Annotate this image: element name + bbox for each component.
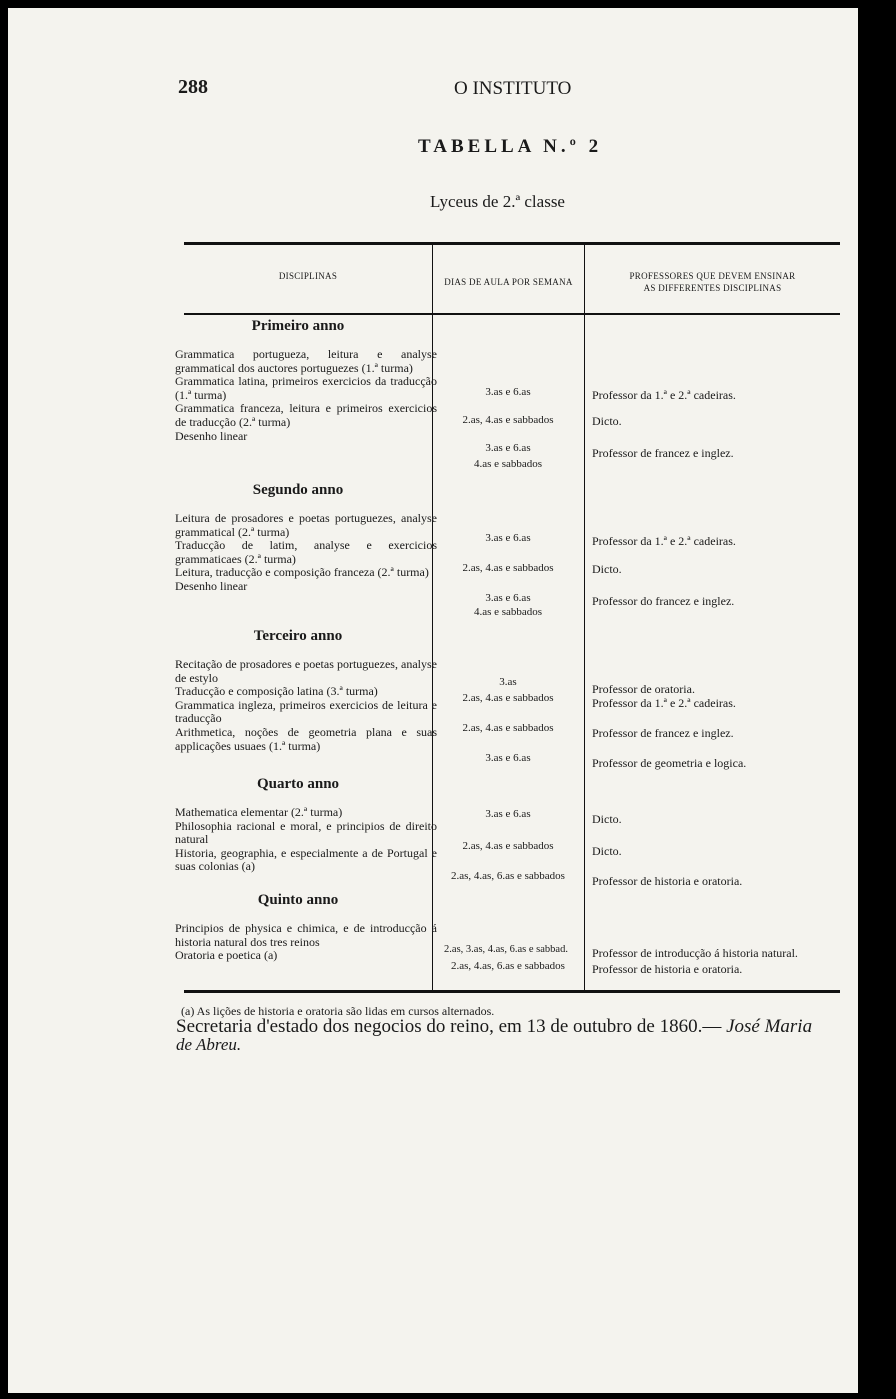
year-heading: Primeiro anno xyxy=(251,318,345,334)
year3-disciplines xyxy=(175,658,437,753)
day-cell: 2.as, 4.as, 6.as e sabbados xyxy=(451,870,565,882)
teacher-cell: Professor de geometria e logica. xyxy=(592,756,747,770)
signature-name-cont: de Abreu. xyxy=(176,1035,242,1054)
year-heading: Terceiro anno xyxy=(253,628,343,644)
header-dias: DIAS DE AULA POR SEMANA xyxy=(444,277,573,287)
header-disciplinas: DISCIPLINAS xyxy=(278,271,338,281)
discipline: Oratoria e poetica (a) xyxy=(175,948,278,963)
signature-text: Secretaria d'estado dos negocios do reino, em 13 de outubro de 1860.— xyxy=(176,1016,722,1037)
teacher-cell: Professor de francez e inglez. xyxy=(592,446,734,460)
signature-name: José Maria xyxy=(726,1016,813,1037)
discipline: Traducção e composição latina (3.ª turma) xyxy=(175,684,378,699)
day-cell: 2.as, 4.as e sabbados xyxy=(462,722,554,734)
day-cell: 4.as e sabbados xyxy=(473,458,543,470)
discipline: Philosophia racional e moral, e principios de direito natural xyxy=(175,818,437,847)
header-professores-line2: AS DIFFERENTES DISCIPLINAS xyxy=(643,283,782,293)
day-cell: 3.as e 6.as xyxy=(485,442,531,454)
year5-disciplines xyxy=(175,922,437,963)
footnote: (a) As lições de historia e oratoria são lidas em cursos alternados. xyxy=(181,1004,495,1018)
day-cell: 2.as, 3.as, 4.as, 6.as e sabbad. xyxy=(444,944,568,955)
day-cell: 4.as e sabbados xyxy=(473,606,543,618)
day-cell: 2.as, 4.as, 6.as e sabbados xyxy=(451,960,565,972)
year-heading: Quinto anno xyxy=(257,892,339,908)
day-cell: 3.as e 6.as xyxy=(485,752,531,764)
table-bottom-rule xyxy=(184,990,840,993)
teacher-cell: Professor de historia e oratoria. xyxy=(592,962,743,976)
discipline: Arithmetica, noções de geometria plana e suas applicações usuaes (1.ª turma) xyxy=(175,724,437,753)
discipline: Mathematica elementar (2.ª turma) xyxy=(175,805,343,819)
teacher-cell: Dicto. xyxy=(592,812,622,826)
discipline: Grammatica ingleza, primeiros exercicios de leitura e traducção xyxy=(175,697,437,726)
day-cell: 2.as, 4.as e sabbados xyxy=(462,562,554,574)
discipline: Grammatica latina, primeiros exercicios da traducção (1.ª turma) xyxy=(175,374,437,402)
day-cell: 3.as e 6.as xyxy=(485,592,531,604)
header-professores-line1: PROFESSORES QUE DEVEM ENSINAR xyxy=(629,271,796,281)
discipline: Traducção de latim, analyse e exercicios grammaticaes (2.ª turma) xyxy=(175,538,437,566)
signature-block xyxy=(176,1018,812,1054)
teacher-cell: Professor do francez e inglez. xyxy=(592,594,735,608)
teacher-cell: Professor da 1.ª e 2.ª cadeiras. xyxy=(592,696,736,710)
table-title: TABELLA N.º 2 xyxy=(418,136,603,157)
discipline: Leitura, traducção e composição franceza (2.ª turma) xyxy=(175,565,429,580)
teacher-cell: Professor da 1.ª e 2.ª cadeiras. xyxy=(592,534,736,548)
year-heading: Quarto anno xyxy=(256,776,340,792)
table-top-rule xyxy=(184,242,840,245)
discipline: Recitação de prosadores e poetas portuguezes, analyse de estylo xyxy=(175,657,437,685)
teacher-cell: Dicto. xyxy=(592,414,622,428)
page-number: 288 xyxy=(178,76,208,98)
document-page xyxy=(8,8,858,1393)
teacher-cell: Professor da 1.ª e 2.ª cadeiras. xyxy=(592,388,736,402)
day-cell: 3.as xyxy=(499,676,517,688)
table-subtitle: Lyceus de 2.ª classe xyxy=(430,192,565,211)
day-cell: 2.as, 4.as e sabbados xyxy=(462,414,554,426)
discipline: Leitura de prosadores e poetas portuguezes, analyse grammatical (2.ª turma) xyxy=(175,511,437,539)
discipline: Desenho linear xyxy=(175,578,248,593)
discipline: Historia, geographia, e especialmente a de Portugal e suas colonias (a) xyxy=(175,845,437,874)
teacher-cell: Dicto. xyxy=(592,844,622,858)
discipline: Principios de physica e chimica, e de introducção á historia natural dos tres reinos xyxy=(175,921,437,949)
teacher-cell: Professor de francez e inglez. xyxy=(592,726,734,740)
running-head: O INSTITUTO xyxy=(454,78,572,99)
year1-disciplines xyxy=(175,348,437,443)
discipline: Desenho linear xyxy=(175,428,248,443)
year-heading: Segundo anno xyxy=(252,482,344,498)
day-cell: 3.as e 6.as xyxy=(485,808,531,820)
day-cell: 2.as, 4.as e sabbados xyxy=(462,692,554,704)
teacher-cell: Dicto. xyxy=(592,562,622,576)
day-cell: 3.as e 6.as xyxy=(485,386,531,398)
table-header-rule xyxy=(184,313,840,315)
teacher-cell: Professor de introducção á historia natural. xyxy=(592,946,798,960)
year4-disciplines xyxy=(175,806,437,874)
day-cell: 2.as, 4.as e sabbados xyxy=(462,840,554,852)
header-professores xyxy=(585,270,840,294)
day-cell: 3.as e 6.as xyxy=(485,532,531,544)
teacher-cell: Professor de historia e oratoria. xyxy=(592,874,743,888)
teacher-cell: Professor de oratoria. xyxy=(592,682,695,696)
discipline: Grammatica portugueza, leitura e analyse grammatical dos auctores portuguezes (1.ª turma) xyxy=(175,347,437,375)
discipline: Grammatica franceza, leitura e primeiros exercicios de traducção (2.ª turma) xyxy=(175,401,437,429)
year2-disciplines xyxy=(175,512,437,594)
